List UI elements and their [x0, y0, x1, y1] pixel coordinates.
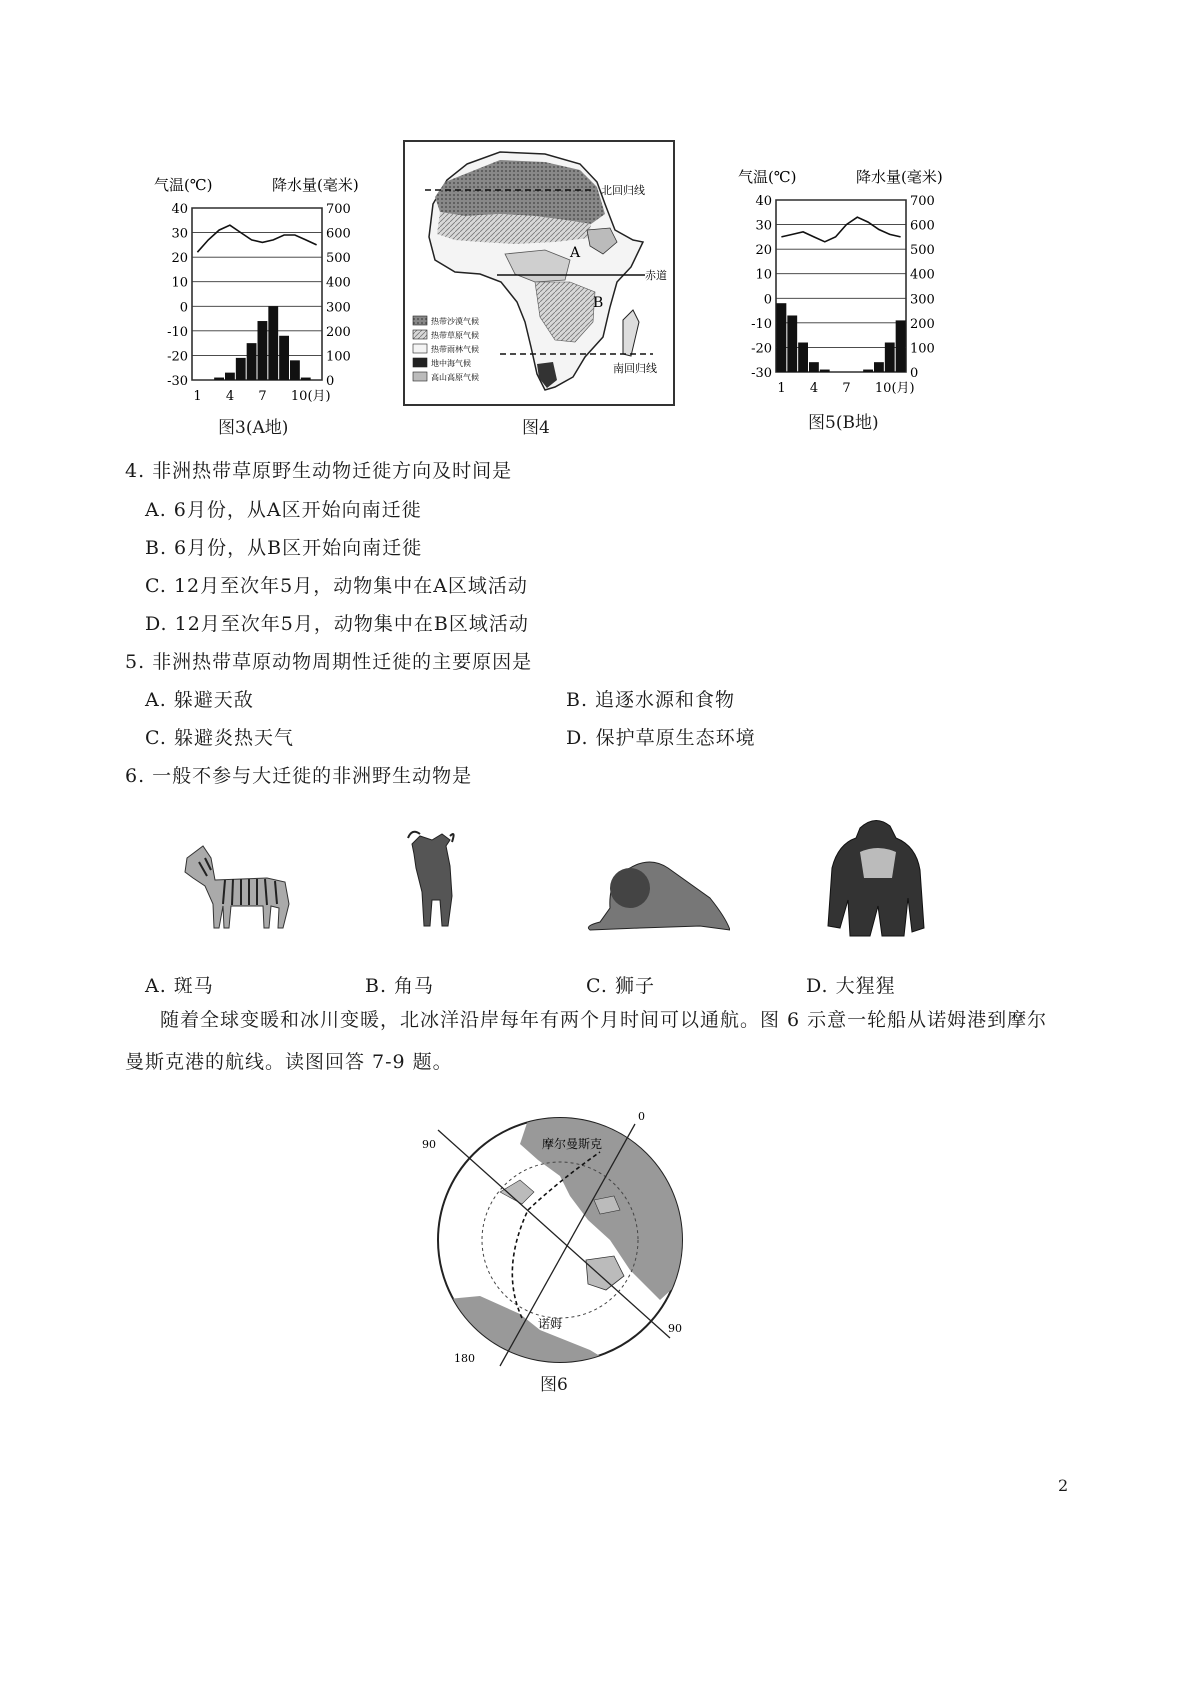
q4-option-a[interactable]: A. 6月份，从A区开始向南迁徙 — [145, 499, 422, 521]
fig5-left-tick: 10 — [755, 267, 772, 283]
fig5-right-tick: 300 — [910, 292, 935, 308]
q6-option-c[interactable]: C. 狮子 — [586, 975, 655, 997]
figure-5-climate-chart — [734, 160, 974, 400]
fig3-right-tick: 200 — [326, 324, 351, 340]
fig3-precip-bar — [301, 378, 311, 380]
legend-swatch-desert — [413, 316, 427, 325]
fig3-left-tick: -20 — [167, 349, 188, 365]
figure-4-africa-map — [403, 140, 675, 406]
fig5-precip-bar — [874, 362, 884, 372]
fig3-x-tick: 1 — [193, 389, 202, 404]
fig3-right-tick: 300 — [326, 300, 351, 316]
page-number: 2 — [1058, 1476, 1069, 1495]
fig3-x-tick: 4 — [225, 389, 235, 404]
fig5-right-tick: 400 — [910, 267, 935, 283]
q5-option-c[interactable]: C. 躲避炎热天气 — [145, 727, 294, 749]
q6-stem: 6. 一般不参与大迁徙的非洲野生动物是 — [125, 765, 473, 787]
fig5-left-tick: -10 — [751, 316, 772, 332]
fig5-right-title: 降水量(毫米) — [856, 168, 943, 186]
fig5-left-tick: 20 — [755, 243, 772, 259]
lion-image — [580, 838, 730, 938]
passage-line-1: 随着全球变暖和冰川变暖，北冰洋沿岸每年有两个月时间可以通航。图 6 示意一轮船从诺姆港到摩尔 — [160, 1009, 1048, 1031]
figure-3-svg — [150, 168, 390, 438]
fig5-left-tick: -30 — [751, 366, 772, 381]
label-region-a: A — [570, 245, 581, 261]
fig5-precip-bar — [809, 362, 819, 372]
fig5-x-tick: 10(月) — [874, 381, 915, 396]
fig4-caption: 图4 — [522, 418, 550, 438]
legend-swatch-rainforest — [413, 344, 427, 353]
zebra-image — [175, 828, 305, 938]
fig3-left-tick: -10 — [167, 324, 188, 340]
polar-map-svg — [410, 1100, 700, 1390]
fig5-precip-bar — [777, 303, 787, 372]
q4-stem: 4. 非洲热带草原野生动物迁徙方向及时间是 — [125, 460, 513, 482]
fig5-x-tick: 4 — [809, 381, 819, 396]
fig3-precip-bar — [268, 306, 278, 380]
madagascar-island — [623, 310, 639, 356]
fig5-left-tick: -20 — [751, 341, 772, 357]
fig6-caption: 图6 — [540, 1375, 568, 1395]
legend-label-4: 高山高原气候 — [431, 373, 479, 382]
fig3-left-tick: -30 — [167, 374, 188, 389]
fig3-precip-bar — [214, 378, 224, 380]
fig5-right-tick: 0 — [910, 366, 919, 381]
fig3-precip-bar — [279, 336, 289, 380]
map-legend — [413, 316, 479, 382]
q5-option-b[interactable]: B. 追逐水源和食物 — [566, 689, 736, 711]
fig5-temperature-line — [781, 217, 900, 242]
label-murmansk: 摩尔曼斯克 — [542, 1137, 603, 1151]
fig5-left-tick: 0 — [763, 292, 772, 308]
fig3-precip-bar — [247, 343, 257, 380]
q5-option-a[interactable]: A. 躲避天敌 — [145, 689, 254, 711]
label-lon-180: 180 — [454, 1352, 475, 1365]
africa-map-svg — [405, 142, 673, 404]
figure-6-polar-map — [410, 1100, 700, 1390]
label-lon-0: 0 — [638, 1110, 645, 1123]
fig5-precip-bar — [885, 343, 895, 372]
q6-option-a[interactable]: A. 斑马 — [145, 975, 214, 997]
legend-swatch-savanna — [413, 330, 427, 339]
legend-swatch-mediterranean — [413, 358, 427, 367]
fig5-right-tick: 500 — [910, 243, 935, 259]
q5-stem: 5. 非洲热带草原动物周期性迁徙的主要原因是 — [125, 651, 533, 673]
fig3-right-tick: 600 — [326, 226, 351, 242]
fig3-precip-bar — [290, 360, 300, 380]
fig3-left-tick: 10 — [171, 275, 188, 291]
fig3-right-tick: 100 — [326, 349, 351, 365]
fig5-left-title: 气温(℃) — [738, 168, 797, 186]
fig3-precip-bar — [225, 373, 235, 380]
fig3-left-tick: 30 — [171, 226, 188, 242]
wildebeest-image — [402, 826, 462, 936]
legend-label-3: 地中海气候 — [431, 359, 471, 368]
label-equator: 赤道 — [645, 269, 667, 282]
legend-label-1: 热带草原气候 — [431, 331, 479, 340]
fig3-left-tick: 20 — [171, 251, 188, 267]
fig3-x-tick: 7 — [258, 389, 267, 404]
fig5-precip-bar — [896, 320, 906, 372]
legend-swatch-highland — [413, 372, 427, 381]
fig3-caption: 图3(A地) — [218, 418, 289, 438]
legend-label-2: 热带雨林气候 — [431, 345, 479, 354]
label-region-b: B — [593, 295, 604, 311]
fig5-precip-bar — [863, 370, 873, 372]
fig5-right-tick: 100 — [910, 341, 935, 357]
fig5-right-tick: 600 — [910, 218, 935, 234]
legend-label-0: 热带沙漠气候 — [431, 317, 479, 326]
q6-option-b[interactable]: B. 角马 — [365, 975, 435, 997]
fig3-left-title: 气温(℃) — [154, 176, 213, 194]
q4-option-c[interactable]: C. 12月至次年5月，动物集中在A区域活动 — [145, 575, 528, 597]
label-tropic-north: 北回归线 — [601, 184, 645, 197]
q4-option-d[interactable]: D. 12月至次年5月，动物集中在B区域活动 — [145, 613, 529, 635]
q5-option-d[interactable]: D. 保护草原生态环境 — [566, 727, 756, 749]
fig5-x-tick: 7 — [842, 381, 851, 396]
figure-3-climate-chart — [150, 168, 390, 438]
fig3-plot-frame — [192, 208, 322, 380]
fig5-x-tick: 1 — [777, 381, 786, 396]
fig3-right-tick: 500 — [326, 251, 351, 267]
passage-line-2: 曼斯克港的航线。读图回答 7-9 题。 — [125, 1051, 453, 1073]
label-lon-90w: 90 — [422, 1138, 436, 1151]
fig5-left-tick: 30 — [755, 218, 772, 234]
gorilla-image — [820, 808, 930, 948]
fig5-caption: 图5(B地) — [808, 413, 879, 433]
q6-option-d[interactable]: D. 大猩猩 — [806, 975, 896, 997]
fig5-right-tick: 200 — [910, 316, 935, 332]
label-nome: 诺姆 — [538, 1317, 563, 1331]
fig5-precip-bar — [798, 343, 808, 372]
animal-images-strip — [170, 798, 960, 948]
fig5-precip-bar — [820, 370, 830, 372]
figure-5-svg — [734, 160, 974, 400]
fig5-left-tick: 40 — [755, 194, 772, 209]
fig3-left-tick: 40 — [171, 202, 188, 217]
label-lon-90e: 90 — [668, 1322, 682, 1335]
fig5-precip-bar — [787, 315, 797, 372]
fig3-left-tick: 0 — [179, 300, 188, 316]
fig3-right-tick: 700 — [326, 202, 351, 217]
fig3-temperature-line — [197, 225, 316, 252]
fig3-right-tick: 400 — [326, 275, 351, 291]
fig3-x-tick: 10(月) — [290, 389, 331, 404]
fig3-precip-bar — [258, 321, 268, 380]
fig3-precip-bar — [236, 358, 246, 380]
label-tropic-south: 南回归线 — [613, 362, 657, 375]
q4-option-b[interactable]: B. 6月份，从B区开始向南迁徙 — [145, 537, 423, 559]
fig3-right-tick: 0 — [326, 374, 335, 389]
fig5-right-tick: 700 — [910, 194, 935, 209]
fig3-right-title: 降水量(毫米) — [272, 176, 359, 194]
